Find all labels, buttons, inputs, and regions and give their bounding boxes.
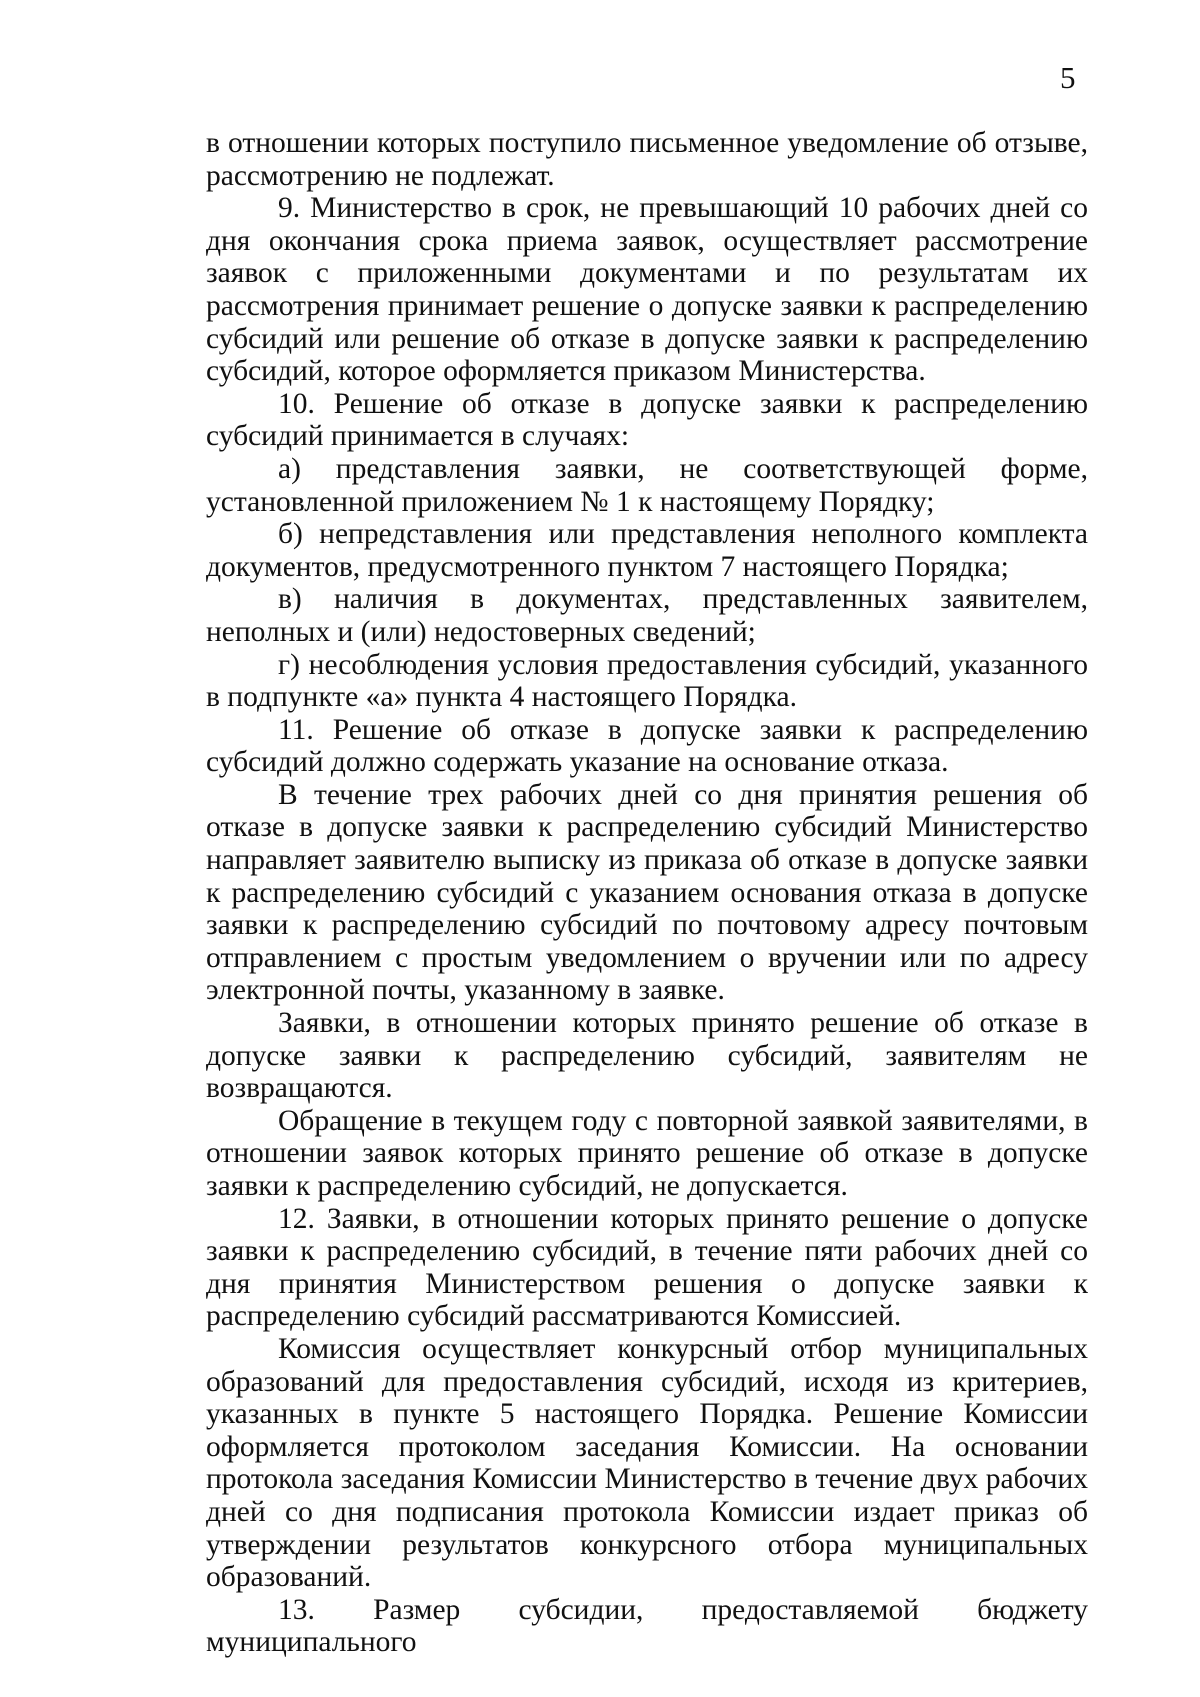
paragraph: в отношении которых поступило письменное уведомление об отзыве, рассмотрению не подлежат. [206, 127, 1088, 192]
list-item: в) наличия в документах, представленных заявителем, неполных и (или) недостоверных сведений; [206, 583, 1088, 648]
paragraph: 9. Министерство в срок, не превышающий 10 рабочих дней со дня окончания срока приема заявок, осуществляет рассмотрение заявок с приложенными документами и по результатам их рассмотрения принимает решение о допуске заявки к распределению субсидий или решение об отказе в допуске заявки к распределению субсидий, которое оформляется приказом Министерства. [206, 192, 1088, 388]
list-item: г) несоблюдения условия предоставления субсидий, указанного в подпункте «а» пункта 4 настоящего Порядка. [206, 648, 1088, 714]
paragraph: Заявки, в отношении которых принято решение об отказе в допуске заявки к распределению субсидий, заявителям не возвращаются. [206, 1007, 1088, 1105]
paragraph: Обращение в текущем году с повторной заявкой заявителями, в отношении заявок которых принято решение об отказе в допуске заявки к распределению субсидий, не допускается. [206, 1104, 1088, 1202]
paragraph: В течение трех рабочих дней со дня принятия решения об отказе в допуске заявки к распределению субсидий Министерство направляет заявителю выписку из приказа об отказе в допуске заявки к распределению субсидий с указанием основания отказа в допуске заявки к распределению субсидий по почтовому адресу почтовым отправлением с простым уведомлением о вручении или по адресу электронной почты, указанному в заявке. [206, 778, 1088, 1007]
list-item: а) представления заявки, не соответствующей форме, установленной приложением № 1 к настоящему Порядку; [206, 452, 1088, 518]
list-item: б) непредставления или представления неполного комплекта документов, предусмотренного пунктом 7 настоящего Порядка; [206, 518, 1088, 583]
paragraph: 13. Размер субсидии, предоставляемой бюджету муниципального [206, 1593, 1088, 1659]
page-number: 5 [1060, 60, 1076, 95]
paragraph: 12. Заявки, в отношении которых принято решение о допуске заявки к распределению субсидий, в течение пяти рабочих дней со дня принятия Министерством решения о допуске заявки к распределению субсидий рассматриваются Комиссией. [206, 1202, 1088, 1333]
paragraph: 10. Решение об отказе в допуске заявки к распределению субсидий принимается в случаях: [206, 387, 1088, 453]
document-body [206, 127, 1088, 1659]
paragraph: 11. Решение об отказе в допуске заявки к распределению субсидий должно содержать указание на основание отказа. [206, 713, 1088, 779]
paragraph: Комиссия осуществляет конкурсный отбор муниципальных образований для предоставления субсидий, исходя из критериев, указанных в пункте 5 настоящего Порядка. Решение Комиссии оформляется протоколом заседания Комиссии. На основании протокола заседания Комиссии Министерство в течение двух рабочих дней со дня подписания протокола Комиссии издает приказ об утверждении результатов конкурсного отбора муниципальных образований. [206, 1332, 1088, 1594]
